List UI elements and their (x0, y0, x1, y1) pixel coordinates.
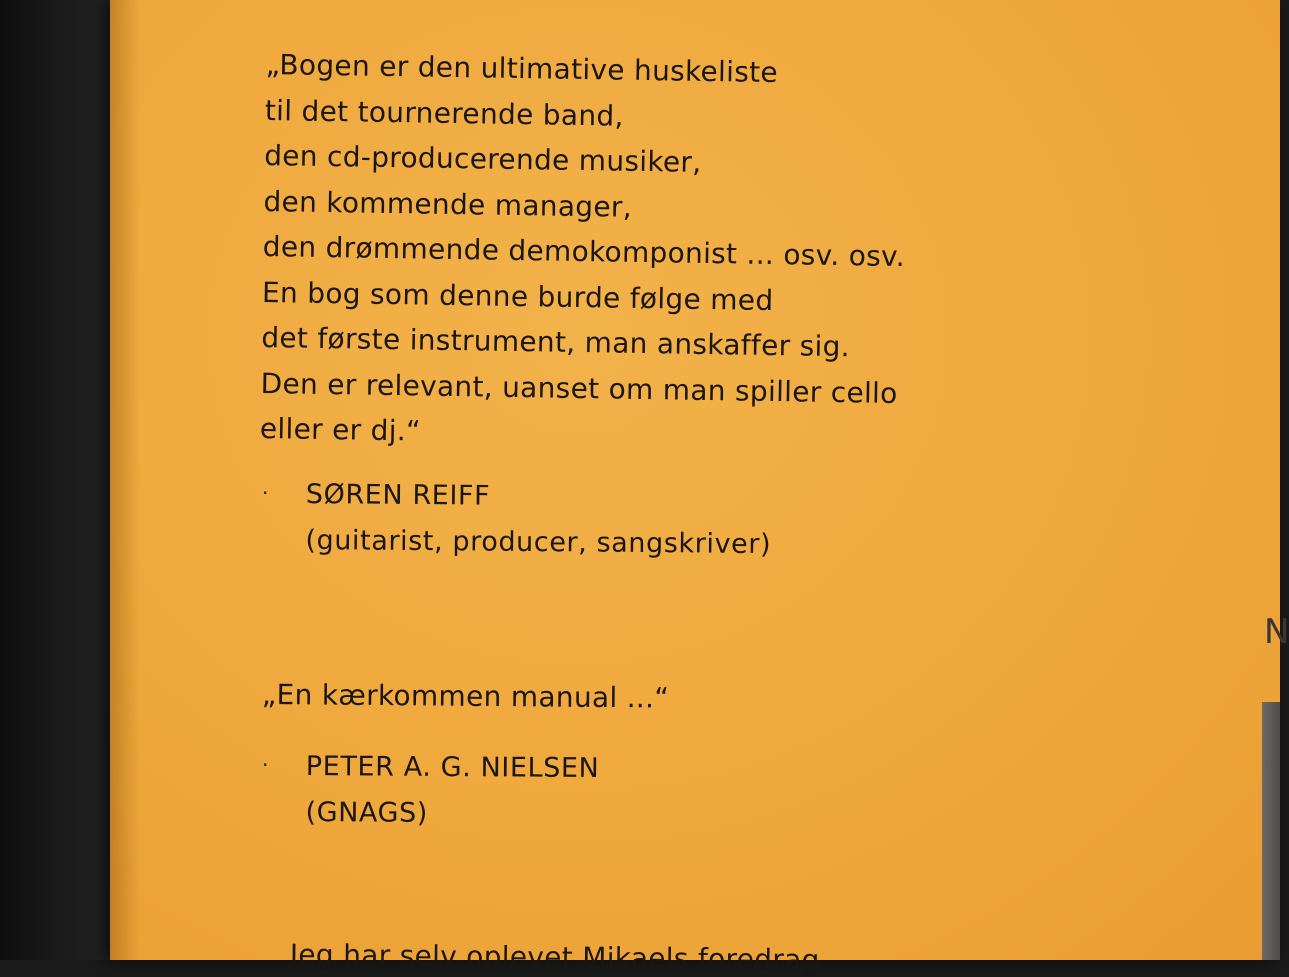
page-edge-shadow (110, 0, 140, 960)
cropped-text-line: Jeg har selv oplevet Mikaels foredrag (289, 938, 820, 977)
attribution-soeren-reiff (305, 472, 772, 568)
quote-line: den drømmende demokomponist ... osv. osv. (262, 229, 906, 274)
grey-panel-edge (1262, 702, 1280, 960)
attribution-peter-nielsen (305, 744, 599, 838)
quote-line: eller er dj.“ (259, 411, 422, 448)
bullet-dot: · (262, 753, 269, 777)
quote-line: En bog som denne burde følge med (261, 275, 774, 317)
author-role: (guitarist, producer, sangskriver) (305, 524, 772, 561)
quote-line: „Bogen er den ultimative huskeliste (265, 47, 779, 90)
quote-line: den kommende manager, (263, 184, 633, 224)
quote-line: Den er relevant, uanset om man spiller cello (260, 366, 898, 410)
quote-soeren-reiff (260, 42, 909, 462)
bullet-dot: · (262, 481, 269, 505)
cropped-edge-letter: N (1264, 612, 1289, 652)
quote-line: det første instrument, man anskaffer sig. (261, 320, 851, 364)
quote-peter-nielsen: „En kærkommen manual ...“ (261, 677, 670, 715)
quote-line: den cd-producerende musiker, (263, 138, 702, 179)
author-name: PETER A. G. NIELSEN (305, 750, 600, 785)
author-name: SØREN REIFF (305, 478, 491, 512)
author-role: (GNAGS) (305, 796, 429, 829)
quote-line: til det tournerende band, (264, 93, 624, 133)
